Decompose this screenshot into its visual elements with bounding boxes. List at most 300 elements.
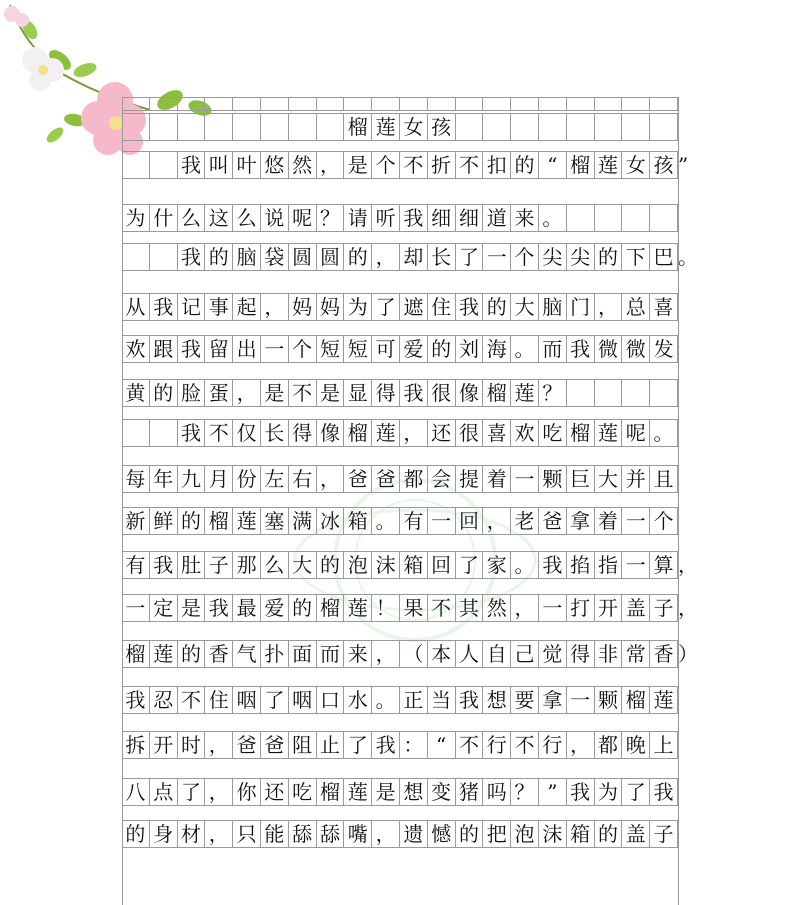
grid-cell: 颗 <box>595 686 623 714</box>
grid-cell: 有 <box>122 551 150 579</box>
grid-cell <box>233 97 261 111</box>
grid-cell: 莲 <box>233 507 261 535</box>
grid-cell: 微 <box>595 335 623 363</box>
grid-cell: 我 <box>122 686 150 714</box>
grid-cell: 从 <box>122 293 150 321</box>
grid-cell: ， <box>483 507 511 535</box>
grid-cell: 可 <box>372 335 400 363</box>
grid-cell: “ <box>539 151 567 179</box>
grid-cell: 最 <box>233 594 261 622</box>
grid-cell: 自 <box>483 640 511 668</box>
grid-cell: 莲 <box>650 686 678 714</box>
grid-cell: 起 <box>233 293 261 321</box>
grid-cell: 听 <box>372 204 400 232</box>
grid-cell: 材 <box>178 820 206 848</box>
grid-cell: 是 <box>372 778 400 806</box>
grid-cell: 喜 <box>483 419 511 447</box>
grid-cell: 的 <box>178 507 206 535</box>
text-row <box>122 686 678 714</box>
grid-cell: 而 <box>539 335 567 363</box>
grid-cell: 箱 <box>400 551 428 579</box>
grid-cell: 会 <box>428 465 456 493</box>
grid-cell: 份 <box>233 465 261 493</box>
grid-cell: 而 <box>317 640 345 668</box>
grid-cell <box>150 151 178 179</box>
grid-cell: 榴 <box>344 113 372 141</box>
grid-cell: 能 <box>261 820 289 848</box>
grid-cell: 爸 <box>539 507 567 535</box>
grid-cell: 我 <box>456 686 484 714</box>
grid-cell <box>289 97 317 111</box>
grid-right-border <box>678 97 679 905</box>
grid-cell: 妈 <box>317 293 345 321</box>
grid-cell <box>122 97 150 111</box>
grid-cell: 悠 <box>261 151 289 179</box>
grid-cell: 一 <box>261 335 289 363</box>
grid-cell: 跟 <box>150 335 178 363</box>
grid-cell <box>122 113 150 141</box>
grid-cell: 呢 <box>289 204 317 232</box>
grid-cell: 不 <box>205 419 233 447</box>
grid-cell: 行 <box>539 731 567 759</box>
grid-cell: 水 <box>344 686 372 714</box>
grid-cell <box>622 113 650 141</box>
grid-cell: 沫 <box>372 551 400 579</box>
grid-cell: 不 <box>456 731 484 759</box>
grid-cell: 子 <box>650 820 678 848</box>
grid-cell: 刘 <box>456 335 484 363</box>
grid-cell: 我 <box>400 204 428 232</box>
grid-cell: ？ <box>317 204 345 232</box>
grid-cell <box>595 379 623 407</box>
grid-cell: 非 <box>595 640 623 668</box>
grid-cell: 莲 <box>511 379 539 407</box>
grid-cell: 发 <box>650 335 678 363</box>
grid-cell: 的 <box>595 820 623 848</box>
grid-cell: 泡 <box>344 551 372 579</box>
grid-cell: 的 <box>150 379 178 407</box>
grid-cell: 新 <box>122 507 150 535</box>
grid-cell: 了 <box>456 551 484 579</box>
grid-cell: 扑 <box>261 640 289 668</box>
grid-cell: 止 <box>317 731 345 759</box>
grid-cell: 的 <box>595 243 623 271</box>
grid-cell: 掐 <box>567 551 595 579</box>
grid-cell: 阻 <box>289 731 317 759</box>
grid-cell: 女 <box>400 113 428 141</box>
grid-cell: 脑 <box>539 293 567 321</box>
grid-cell: 为 <box>595 778 623 806</box>
grid-cell: 人 <box>456 640 484 668</box>
grid-cell: 了 <box>622 778 650 806</box>
grid-cell: 沫 <box>539 820 567 848</box>
grid-cell: 那 <box>233 551 261 579</box>
grid-cell: 我 <box>178 243 206 271</box>
grid-cell: 我 <box>150 551 178 579</box>
text-row <box>122 465 678 493</box>
grid-cell: 每 <box>122 465 150 493</box>
grid-cell: 不 <box>456 151 484 179</box>
grid-cell: 左 <box>261 465 289 493</box>
grid-cell <box>261 113 289 141</box>
grid-cell: 我 <box>205 594 233 622</box>
grid-cell <box>233 113 261 141</box>
grid-cell: 莲 <box>150 640 178 668</box>
overflow-punctuation: ， <box>678 553 698 577</box>
grid-cell: 憾 <box>428 820 456 848</box>
grid-cell: 榴 <box>317 778 345 806</box>
grid-cell: 正 <box>400 686 428 714</box>
grid-cell <box>567 379 595 407</box>
grid-cell: 爸 <box>233 731 261 759</box>
grid-cell: 还 <box>428 419 456 447</box>
grid-cell <box>567 113 595 141</box>
grid-cell: 回 <box>456 507 484 535</box>
grid-cell: ， <box>372 640 400 668</box>
grid-cell: 晚 <box>622 731 650 759</box>
grid-cell: 一 <box>622 551 650 579</box>
grid-cell: 不 <box>178 686 206 714</box>
grid-cell: 我 <box>178 151 206 179</box>
grid-cell: 都 <box>595 731 623 759</box>
grid-cell: 是 <box>344 151 372 179</box>
grid-cell: 袋 <box>261 243 289 271</box>
overflow-punctuation: ” <box>678 153 689 177</box>
grid-cell <box>122 243 150 271</box>
grid-cell: 是 <box>178 594 206 622</box>
grid-cell: 像 <box>317 419 345 447</box>
grid-cell: 海 <box>483 335 511 363</box>
grid-cell <box>150 97 178 111</box>
grid-cell: 舔 <box>289 820 317 848</box>
grid-cell: 的 <box>483 293 511 321</box>
grid-cell: 住 <box>205 686 233 714</box>
grid-cell: 大 <box>511 293 539 321</box>
grid-cell: 肚 <box>178 551 206 579</box>
grid-cell: 像 <box>456 379 484 407</box>
grid-cell: 本 <box>428 640 456 668</box>
grid-cell: 拆 <box>122 731 150 759</box>
grid-cell: 来 <box>511 204 539 232</box>
grid-cell: 拿 <box>539 686 567 714</box>
grid-cell: 么 <box>233 204 261 232</box>
grid-cell: 常 <box>622 640 650 668</box>
grid-cell <box>539 97 567 111</box>
grid-cell: 一 <box>539 594 567 622</box>
grid-cell <box>178 113 206 141</box>
grid-cell <box>205 113 233 141</box>
grid-cell: 尖 <box>539 243 567 271</box>
grid-cell: 这 <box>205 204 233 232</box>
grid-cell: 。 <box>539 204 567 232</box>
grid-cell: 。 <box>372 686 400 714</box>
grid-cell: 子 <box>205 551 233 579</box>
grid-cell: 打 <box>567 594 595 622</box>
text-row <box>122 151 689 179</box>
grid-cell: 我 <box>372 731 400 759</box>
grid-cell: 了 <box>456 243 484 271</box>
grid-cell: 指 <box>595 551 623 579</box>
grid-cell <box>650 379 678 407</box>
grid-cell <box>289 113 317 141</box>
grid-cell <box>261 97 289 111</box>
grid-cell <box>622 204 650 232</box>
grid-cell: ， <box>372 820 400 848</box>
grid-cell: 请 <box>344 204 372 232</box>
grid-cell <box>483 97 511 111</box>
grid-cell: 个 <box>289 335 317 363</box>
grid-cell: 盖 <box>622 594 650 622</box>
grid-cell: 算 <box>650 551 678 579</box>
grid-cell: 折 <box>428 151 456 179</box>
grid-cell: 回 <box>428 551 456 579</box>
grid-cell: 榴 <box>567 419 595 447</box>
grid-cell: 么 <box>178 204 206 232</box>
grid-cell: 的 <box>428 335 456 363</box>
grid-cell: 。 <box>511 335 539 363</box>
grid-cell: 得 <box>289 419 317 447</box>
text-row <box>122 731 678 759</box>
grid-cell: 门 <box>567 293 595 321</box>
grid-cell: 然 <box>289 151 317 179</box>
grid-cell: 下 <box>622 243 650 271</box>
grid-cell: 家 <box>483 551 511 579</box>
grid-cell: 长 <box>261 419 289 447</box>
grid-cell: 个 <box>511 243 539 271</box>
grid-cell <box>483 113 511 141</box>
grid-cell: 我 <box>178 419 206 447</box>
grid-cell: 来 <box>344 640 372 668</box>
grid-cell: 不 <box>289 379 317 407</box>
grid-cell: 的 <box>178 640 206 668</box>
title-row <box>122 113 678 141</box>
grid-cell: 变 <box>428 778 456 806</box>
grid-cell: 莲 <box>595 419 623 447</box>
overflow-punctuation: 。 <box>678 245 698 269</box>
grid-cell: 果 <box>400 594 428 622</box>
grid-cell <box>456 113 484 141</box>
grid-cell: 是 <box>317 379 345 407</box>
grid-cell: 的 <box>289 594 317 622</box>
grid-cell: 圆 <box>317 243 345 271</box>
grid-cell: 黄 <box>122 379 150 407</box>
text-row <box>122 97 678 111</box>
grid-cell: 仅 <box>233 419 261 447</box>
text-row <box>122 507 678 535</box>
grid-cell: 呢 <box>622 419 650 447</box>
grid-cell <box>511 113 539 141</box>
grid-cell: 还 <box>261 778 289 806</box>
grid-cell: 短 <box>317 335 345 363</box>
grid-cell: 爸 <box>344 465 372 493</box>
grid-cell: ？ <box>539 379 567 407</box>
grid-cell: 总 <box>622 293 650 321</box>
grid-cell <box>344 97 372 111</box>
grid-cell: 觉 <box>539 640 567 668</box>
grid-cell: 住 <box>428 293 456 321</box>
grid-cell: 吃 <box>289 778 317 806</box>
grid-cell <box>511 97 539 111</box>
grid-cell: 我 <box>150 293 178 321</box>
grid-cell <box>372 97 400 111</box>
text-row <box>122 419 678 447</box>
grid-cell <box>539 113 567 141</box>
grid-cell: 。 <box>650 419 678 447</box>
grid-cell <box>428 97 456 111</box>
grid-cell <box>456 97 484 111</box>
grid-cell: ？ <box>511 778 539 806</box>
grid-cell: 我 <box>178 335 206 363</box>
grid-cell: 猪 <box>456 778 484 806</box>
text-row <box>122 293 678 321</box>
grid-cell: 微 <box>622 335 650 363</box>
grid-cell <box>317 97 345 111</box>
grid-cell: 盖 <box>622 820 650 848</box>
grid-cell: 一 <box>567 686 595 714</box>
grid-cell: 我 <box>650 778 678 806</box>
grid-cell: 莲 <box>344 594 372 622</box>
grid-cell: 且 <box>650 465 678 493</box>
grid-cell: 爱 <box>261 594 289 622</box>
grid-cell: 拿 <box>567 507 595 535</box>
grid-cell: 爸 <box>261 731 289 759</box>
text-row <box>122 820 678 848</box>
grid-cell: 喜 <box>650 293 678 321</box>
grid-cell: 当 <box>428 686 456 714</box>
grid-cell: 么 <box>261 551 289 579</box>
grid-cell: “ <box>428 731 456 759</box>
grid-cell: 爸 <box>372 465 400 493</box>
grid-cell: 遗 <box>400 820 428 848</box>
grid-cell: 子 <box>650 594 678 622</box>
grid-cell: 己 <box>511 640 539 668</box>
grid-cell: 开 <box>150 731 178 759</box>
grid-cell: 时 <box>178 731 206 759</box>
overflow-punctuation: ， <box>678 596 698 620</box>
text-row <box>122 640 698 668</box>
grid-cell: 扣 <box>483 151 511 179</box>
grid-cell: 年 <box>150 465 178 493</box>
grid-cell: 遮 <box>400 293 428 321</box>
text-row <box>122 551 698 579</box>
grid-cell: 不 <box>400 151 428 179</box>
grid-cell: 的 <box>205 243 233 271</box>
grid-cell: ： <box>400 731 428 759</box>
text-row <box>122 594 698 622</box>
grid-cell <box>650 97 678 111</box>
grid-cell: 莲 <box>372 419 400 447</box>
grid-cell: 点 <box>150 778 178 806</box>
grid-cell: 舔 <box>317 820 345 848</box>
grid-cell: ， <box>567 731 595 759</box>
grid-cell: 个 <box>372 151 400 179</box>
grid-cell: 颗 <box>539 465 567 493</box>
grid-cell: ， <box>261 293 289 321</box>
grid-cell: 想 <box>400 778 428 806</box>
grid-cell: 香 <box>650 640 678 668</box>
grid-cell: 一 <box>483 243 511 271</box>
grid-cell: 右 <box>289 465 317 493</box>
grid-cell: 巴 <box>650 243 678 271</box>
grid-cell: 要 <box>511 686 539 714</box>
grid-cell: 榴 <box>122 640 150 668</box>
grid-cell: 行 <box>483 731 511 759</box>
grid-cell: 道 <box>483 204 511 232</box>
grid-cell: 然 <box>483 594 511 622</box>
grid-cell <box>622 97 650 111</box>
grid-cell: 我 <box>456 293 484 321</box>
text-row <box>122 204 678 232</box>
grid-cell: 很 <box>456 419 484 447</box>
grid-cell: 脸 <box>178 379 206 407</box>
grid-cell: 记 <box>178 293 206 321</box>
grid-cell: 为 <box>344 293 372 321</box>
grid-cell: 只 <box>233 820 261 848</box>
grid-cell: 了 <box>178 778 206 806</box>
grid-cell <box>567 97 595 111</box>
grid-cell: 提 <box>456 465 484 493</box>
grid-cell: 尖 <box>567 243 595 271</box>
grid-cell <box>205 97 233 111</box>
grid-cell: 箱 <box>567 820 595 848</box>
text-row <box>122 778 678 806</box>
grid-cell: 得 <box>567 640 595 668</box>
grid-cell: 细 <box>456 204 484 232</box>
grid-cell: 都 <box>400 465 428 493</box>
grid-cell: ！ <box>372 594 400 622</box>
grid-cell: ， <box>595 293 623 321</box>
grid-cell <box>150 113 178 141</box>
grid-cell: 为 <box>122 204 150 232</box>
grid-cell: 我 <box>400 379 428 407</box>
grid-cell: ， <box>317 151 345 179</box>
grid-cell: 塞 <box>261 507 289 535</box>
grid-cell: 脑 <box>233 243 261 271</box>
grid-cell: 面 <box>289 640 317 668</box>
grid-cell: 莲 <box>372 113 400 141</box>
grid-cell: 很 <box>428 379 456 407</box>
grid-cell: 咽 <box>233 686 261 714</box>
overflow-punctuation: ） <box>678 642 698 666</box>
grid-cell <box>122 419 150 447</box>
grid-cell: 榴 <box>567 151 595 179</box>
grid-cell: 说 <box>261 204 289 232</box>
grid-cell: ， <box>205 731 233 759</box>
grid-cell: 着 <box>595 507 623 535</box>
grid-cell: 泡 <box>511 820 539 848</box>
grid-cell: 的 <box>122 820 150 848</box>
grid-cell: 香 <box>205 640 233 668</box>
grid-cell: 其 <box>456 594 484 622</box>
grid-cell <box>178 97 206 111</box>
grid-cell: 长 <box>428 243 456 271</box>
grid-cell: 咽 <box>289 686 317 714</box>
grid-cell: 爱 <box>400 335 428 363</box>
grid-cell: 开 <box>595 594 623 622</box>
grid-cell: 莲 <box>595 151 623 179</box>
grid-cell <box>595 204 623 232</box>
grid-cell: 显 <box>344 379 372 407</box>
grid-cell: 口 <box>317 686 345 714</box>
grid-cell: 圆 <box>289 243 317 271</box>
grid-cell: 把 <box>483 820 511 848</box>
grid-cell <box>150 243 178 271</box>
grid-cell: ， <box>372 243 400 271</box>
grid-cell: 短 <box>344 335 372 363</box>
grid-cell: 我 <box>567 335 595 363</box>
grid-cell: 不 <box>428 594 456 622</box>
grid-cell: 八 <box>122 778 150 806</box>
